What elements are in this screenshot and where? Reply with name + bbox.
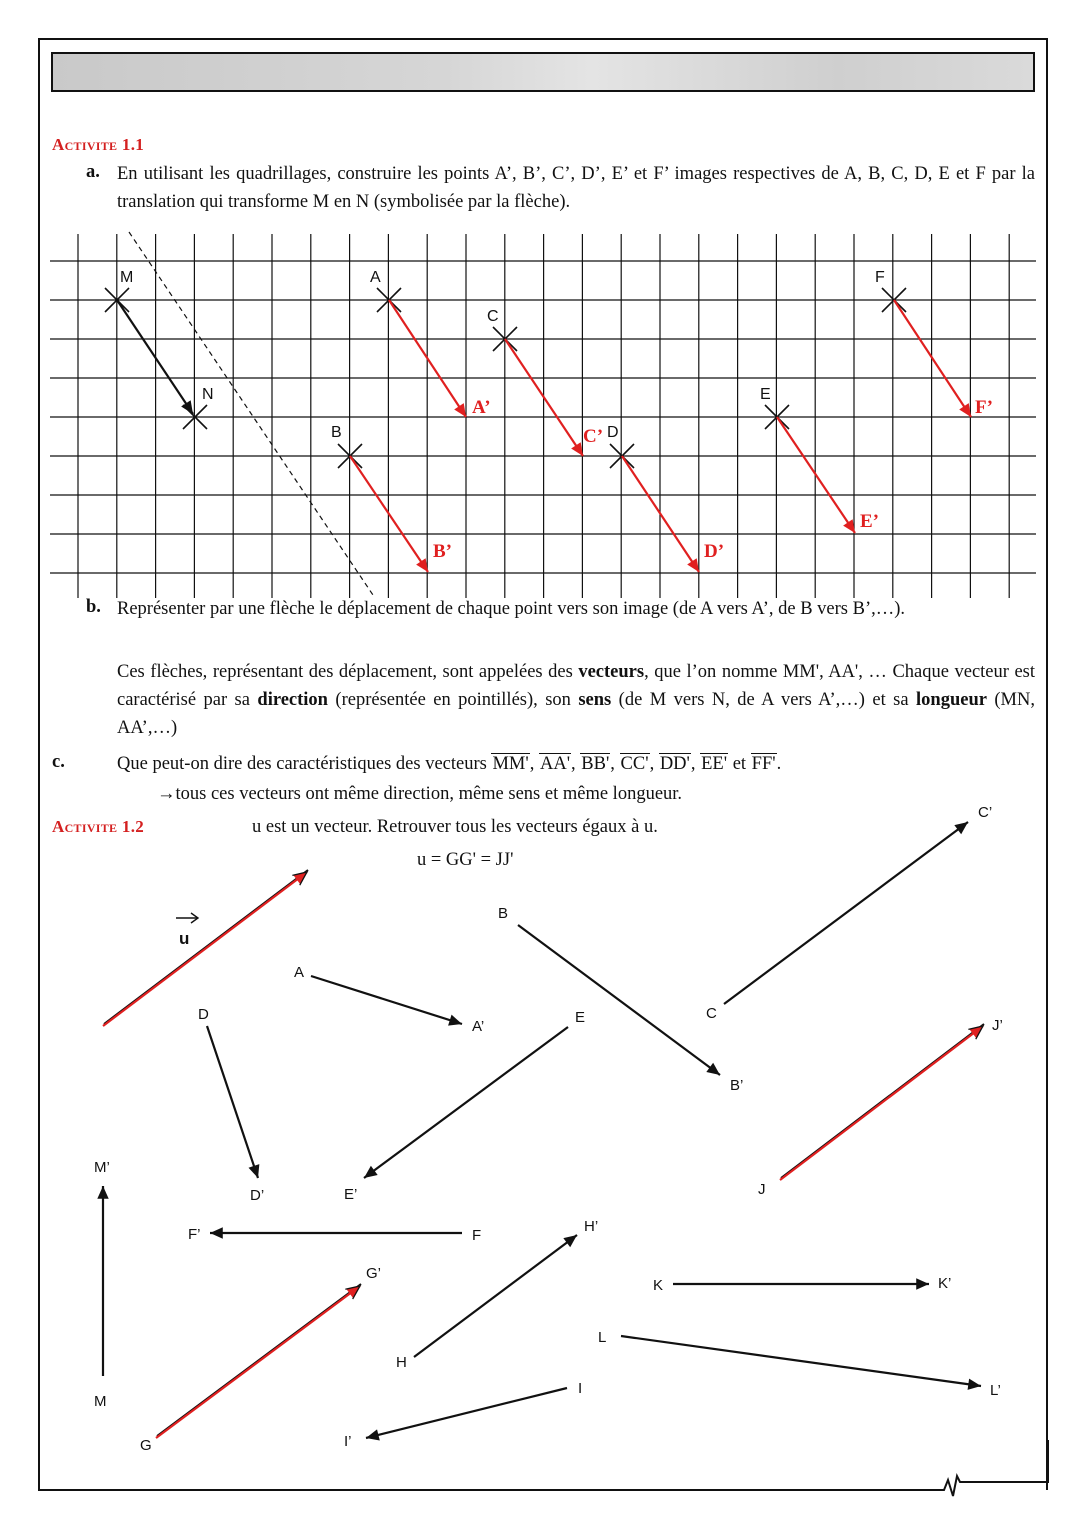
activity-1-1-heading: Activite 1.1 xyxy=(52,135,145,154)
item-a-text: En utilisant les quadrillages, construire les points A’, B’, C’, D’, E’ et F’ images respectives de A, B, C, D, E et F par la translation qui transforme M en N (symbolisée par la flèche). xyxy=(117,164,1035,212)
item-c-text: Que peut-on dire des caractéristiques des vecteurs MM', AA', BB', CC', DD', EE' et FF'. xyxy=(117,754,782,774)
vector-ff-head xyxy=(210,1227,223,1238)
label-D-image: D’ xyxy=(704,541,725,562)
vector-ii xyxy=(366,1388,567,1438)
vector-label-A2: A’ xyxy=(472,1018,485,1035)
vector-name: BB' xyxy=(581,754,610,774)
label-D: D xyxy=(607,424,619,441)
vector-label-B: B xyxy=(498,905,509,922)
vector-label-G: G xyxy=(140,1437,152,1454)
vector-cc xyxy=(724,822,968,1004)
vector-bb-head xyxy=(706,1063,720,1075)
label-F-image: F’ xyxy=(975,397,993,418)
item-b-text: Représenter par une flèche le déplacement de chaque point vers son image (de A vers A’, de B vers B’,…). xyxy=(117,599,906,619)
vector-u xyxy=(103,872,307,1026)
vector-label-M: M xyxy=(94,1393,107,1410)
vector-ll-head xyxy=(968,1379,981,1390)
vector-label-B2: B’ xyxy=(730,1077,744,1094)
vector-dd-head xyxy=(249,1164,260,1178)
item-a-label: a. xyxy=(86,162,100,182)
item-b-label: b. xyxy=(86,597,101,617)
vector-name: EE' xyxy=(701,754,728,774)
vector-kk-head xyxy=(916,1278,929,1289)
vector-ii-head xyxy=(366,1429,380,1440)
vector-list: MM', AA', BB', CC', DD', EE' et FF'. xyxy=(492,754,782,774)
vector-label-M2: M’ xyxy=(94,1159,110,1176)
vector-label-G2: G’ xyxy=(366,1265,381,1282)
vector-dd xyxy=(207,1026,258,1178)
vector-name: FF' xyxy=(751,754,776,774)
vector-label-I2: I’ xyxy=(344,1433,352,1450)
vector-label-H: H xyxy=(396,1354,407,1371)
vector-label-J2: J’ xyxy=(992,1017,1003,1034)
item-c-label: c. xyxy=(52,752,65,772)
label-A: A xyxy=(370,269,381,286)
vector-aa xyxy=(311,976,462,1024)
vector-ll xyxy=(621,1336,981,1386)
vector-name: MM' xyxy=(492,754,529,774)
vector-label-H2: H’ xyxy=(584,1218,599,1235)
item-c-answer: →tous ces vecteurs ont même direction, même sens et même longueur. xyxy=(157,784,683,804)
vector-u-label: u xyxy=(179,929,190,948)
label-C-image: C’ xyxy=(583,426,604,447)
vector-name: CC' xyxy=(620,754,649,774)
label-M: M xyxy=(120,269,134,286)
vector-label-D2: D’ xyxy=(250,1187,265,1204)
vector-label-L2: L’ xyxy=(990,1382,1001,1399)
vector-cc-head xyxy=(954,822,968,834)
vector-aa-head xyxy=(448,1015,462,1026)
page-corner-mark xyxy=(38,1440,1048,1496)
vector-ee xyxy=(364,1027,568,1178)
label-E: E xyxy=(760,386,771,403)
activity-1-2-heading: Activite 1.2 xyxy=(52,817,145,836)
label-B-image: B’ xyxy=(433,541,452,562)
activity-1-2-intro: u est un vecteur. Retrouver tous les vecteurs égaux à u. xyxy=(252,817,658,837)
vector-gg xyxy=(156,1286,360,1438)
vector-label-C2: C’ xyxy=(978,804,993,821)
vector-label-F2: F’ xyxy=(188,1226,201,1243)
vector-label-E: E xyxy=(575,1009,586,1026)
vector-hh-head xyxy=(563,1235,577,1247)
vector-label-K: K xyxy=(653,1277,664,1294)
vector-label-C: C xyxy=(706,1005,717,1022)
vector-bb xyxy=(518,925,720,1075)
vector-label-E2: E’ xyxy=(344,1186,358,1203)
label-C: C xyxy=(487,308,499,325)
vector-label-I: I xyxy=(578,1380,583,1397)
label-N: N xyxy=(202,386,214,403)
label-F: F xyxy=(875,269,885,286)
label-B: B xyxy=(331,424,342,441)
vector-label-K2: K’ xyxy=(938,1275,952,1292)
vector-name: DD' xyxy=(659,754,690,774)
vector-mm-head xyxy=(97,1186,108,1199)
vector-label-D: D xyxy=(198,1006,209,1023)
vector-jj xyxy=(780,1026,983,1180)
activity-1-2-answer: u = GG' = JJ' xyxy=(417,850,514,870)
item-b-paragraph: Ces flèches, représentant des déplacement, sont appelées des vecteurs, que l’on nomme MM', AA', … Chaque vecteur est caractérisé par sa direction (représentée en pointillés), son sens (de M vers N, de A vers A’,…) et sa longueur (MN, AA’,…) xyxy=(117,662,1035,738)
vector-label-L: L xyxy=(598,1329,607,1346)
vector-hh xyxy=(414,1235,577,1357)
vector-ee-head xyxy=(364,1166,378,1178)
label-A-image: A’ xyxy=(472,397,491,418)
vector-label-F: F xyxy=(472,1227,482,1244)
label-E-image: E’ xyxy=(860,511,879,532)
vector-name: AA' xyxy=(539,754,571,774)
vector-label-J: J xyxy=(758,1181,766,1198)
vector-label-A: A xyxy=(294,964,305,981)
